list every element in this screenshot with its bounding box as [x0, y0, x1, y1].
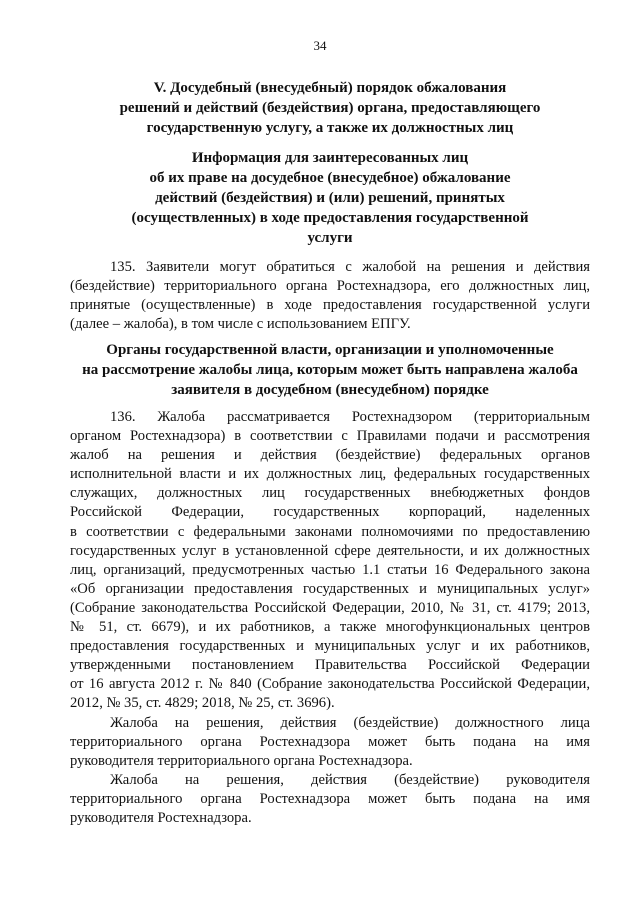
paragraph-line: от 16 августа 2012 г. № 840 (Собрание законодательства Российской Федерации, — [70, 676, 590, 693]
paragraph-line: (далее – жалоба), в том числе с использованием ЕПГУ. — [70, 316, 411, 333]
paragraph-line: Жалоба на решения, действия (бездействие) руководителя — [110, 772, 590, 788]
page-number: 34 — [313, 38, 327, 53]
info-title-line: Информация для заинтересованных лиц — [191, 150, 469, 166]
info-title-line: услуги — [307, 230, 353, 246]
section-title-line: решений и действий (бездействия) органа, предоставляющего — [119, 100, 541, 116]
info-title-line: об их праве на досудебное (внесудебное) обжалование — [149, 170, 511, 186]
paragraph-line: государственных услуг в установленной сфере деятельности, и их должностных — [70, 542, 590, 559]
paragraph-line: лиц, организаций, предусмотренных частью 1.1 статьи 16 Федерального закона — [70, 561, 590, 578]
paragraph-136 — [70, 408, 590, 714]
info-title — [70, 148, 590, 248]
paragraph-line: принятые (осуществленные) в ходе предоставления государственной услуги — [70, 297, 590, 314]
paragraph-line: утвержденными постановлением Правительства Российской Федерации — [70, 657, 590, 674]
paragraph-line: 136. Жалоба рассматривается Ростехнадзором (территориальным — [110, 409, 590, 425]
paragraph-official-complaint — [70, 714, 590, 771]
paragraph-line: территориального органа Ростехнадзора может быть подана на имя — [70, 791, 590, 808]
paragraph-line: (бездействие) территориального органа Ростехнадзора, его должностных лиц, — [70, 278, 590, 295]
paragraph-line: (Собрание законодательства Российской Федерации, 2010, № 31, ст. 4179; 2013, — [70, 599, 590, 616]
paragraph-line: 2012, № 35, ст. 4829; 2018, № 25, ст. 3696). — [70, 695, 335, 712]
paragraph-line: руководителя Ростехнадзора. — [70, 810, 252, 827]
paragraph-line: руководителя территориального органа Ростехнадзора. — [70, 753, 413, 770]
paragraph-line: Российской Федерации, государственных корпораций, наделенных — [70, 504, 590, 521]
paragraph-line: 135. Заявители могут обратиться с жалобой на решения и действия — [110, 259, 590, 275]
section-title — [70, 78, 590, 138]
paragraph-135 — [70, 258, 590, 334]
organs-title-line: на рассмотрение жалобы лица, которым может быть направлена жалоба — [82, 362, 578, 378]
paragraph-line: в соответствии с федеральными законами полномочиями по предоставлению — [70, 523, 590, 540]
paragraph-line: № 51, ст. 6679), и их работников, а также многофункциональных центров — [70, 619, 590, 636]
info-title-line: действий (бездействия) и (или) решений, принятых — [155, 190, 505, 206]
paragraph-line: органом Ростехнадзора) в соответствии с Правилами подачи и рассмотрения — [70, 428, 590, 445]
paragraph-line: служащих, должностных лиц государственных внебюджетных фондов — [70, 485, 590, 502]
organs-title-line: Органы государственной власти, организации и уполномоченные — [106, 342, 554, 358]
info-title-line: (осуществленных) в ходе предоставления государственной — [131, 210, 529, 226]
paragraph-line: исполнительной власти и их должностных лиц, федеральных государственных — [70, 466, 590, 483]
organs-title-line: заявителя в досудебном (внесудебном) порядке — [171, 382, 489, 398]
paragraph-line: территориального органа Ростехнадзора может быть подана на имя — [70, 734, 590, 751]
paragraph-line: «Об организации предоставления государственных и муниципальных услуг» — [70, 580, 590, 597]
section-title-line: государственную услугу, а также их должностных лиц — [146, 120, 514, 136]
paragraph-line: жалоб на решения и действия (бездействие) федеральных органов — [70, 447, 590, 464]
paragraph-line: Жалоба на решения, действия (бездействие) должностного лица — [110, 715, 590, 731]
paragraph-head-complaint — [70, 771, 590, 828]
organs-title — [70, 340, 590, 400]
section-title-line: V. Досудебный (внесудебный) порядок обжалования — [153, 80, 507, 96]
paragraph-line: предоставления государственных и муниципальных услуг и их работников, — [70, 638, 590, 655]
